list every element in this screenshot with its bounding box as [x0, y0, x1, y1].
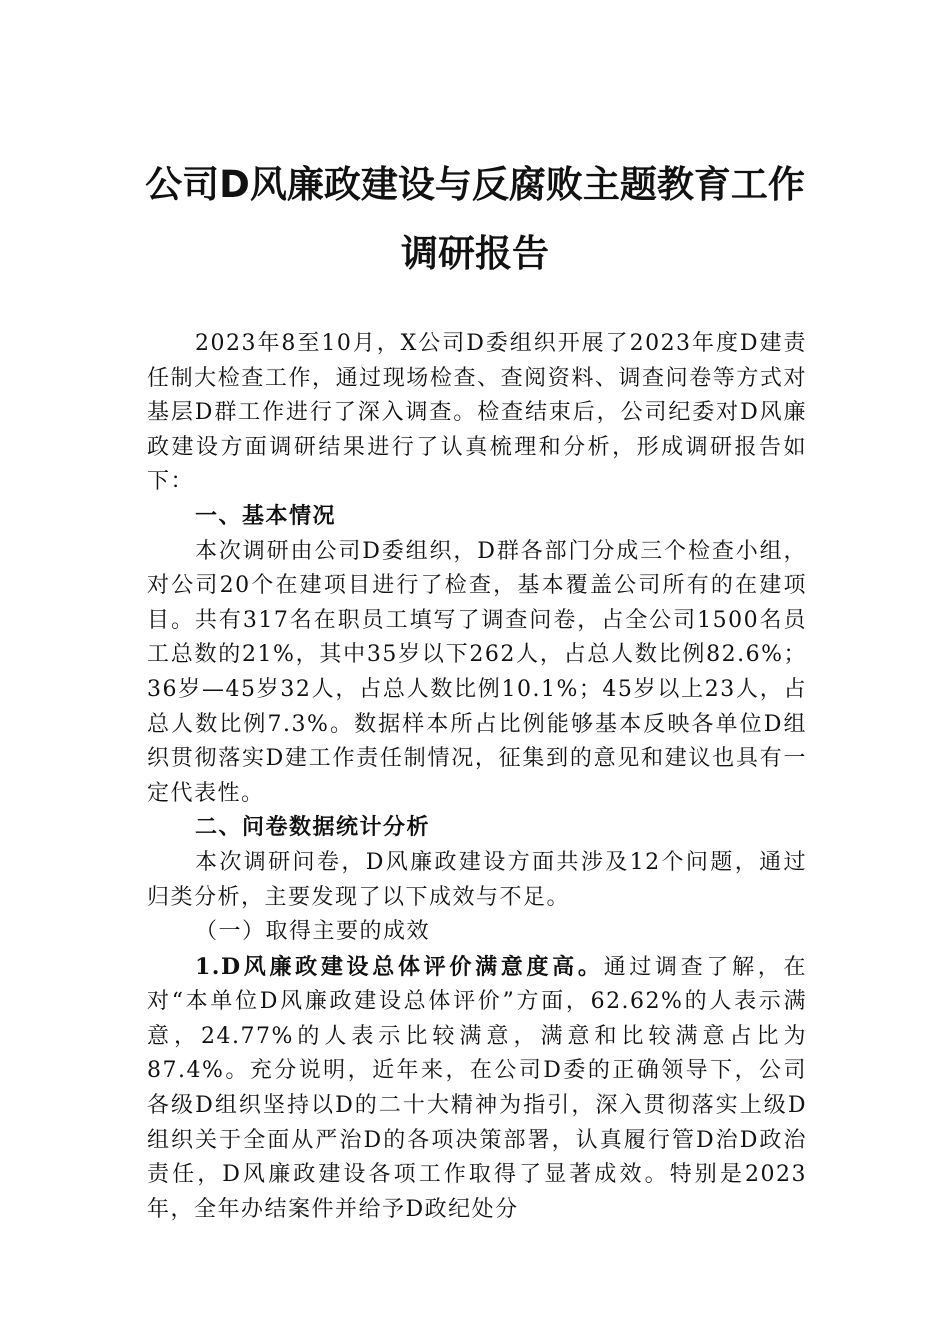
basic-situation-paragraph: 本次调研由公司D委组织，D群各部门分成三个检查小组，对公司20个在建项目进行了检查，基本覆盖公司所有的在建项目。共有317名在职员工填写了调查问卷，占全公司1500名员工总数的21%，其中35岁以下262人，占总人数比例82.6%；36岁—45岁32人，占总人数比例10.1%；45岁以上23人，占总人数比例7.3%。数据样本所占比例能够基本反映各单位D组织贯彻落实D建工作责任制情况，征集到的意见和建议也具有一定代表性。: [147, 538, 807, 806]
achievement-item-1-text: 通过调查了解，在对“本单位D风廉政建设总体评价”方面，62.62%的人表示满意，24.77%的人表示比较满意，满意和比较满意占比为87.4%。充分说明，近年来，在公司D委的正确领导下，公司各级D组织坚持以D的二十大精神为指引，深入贯彻落实上级D组织关于全面从严治D的各项决策部署，认真履行管D治D政治责任，D风廉政建设各项工作取得了显著成效。特别是2023年，全年办结案件并给予D政纪处分: [147, 954, 807, 1222]
questionnaire-analysis-paragraph: 本次调研问卷，D风廉政建设方面共涉及12个问题，通过归类分析，主要发现了以下成效与不足。: [147, 849, 807, 910]
document-body: [147, 327, 807, 1227]
intro-paragraph: 2023年8至10月，X公司D委组织开展了2023年度D建责任制大检查工作，通过现场检查、查阅资料、调查问卷等方式对基层D群工作进行了深入调查。检查结束后，公司纪委对D风廉政建设方面调研结果进行了认真梳理和分析，形成调研报告如下：: [147, 331, 807, 495]
subsection-heading-achievements: （一）取得主要的成效: [195, 919, 431, 945]
section-heading-basic-situation: 一、基本情况: [195, 503, 337, 529]
achievement-item-1: [147, 950, 807, 1228]
section-heading-questionnaire-analysis: 二、问卷数据统计分析: [195, 815, 431, 841]
achievement-item-1-lead: 1.D风廉政建设总体评价满意度高。: [195, 953, 604, 980]
document-title-line-1: 公司D风廉政建设与反腐败主题教育工作: [145, 163, 805, 206]
document-title-line-2: 调研报告: [401, 232, 549, 275]
